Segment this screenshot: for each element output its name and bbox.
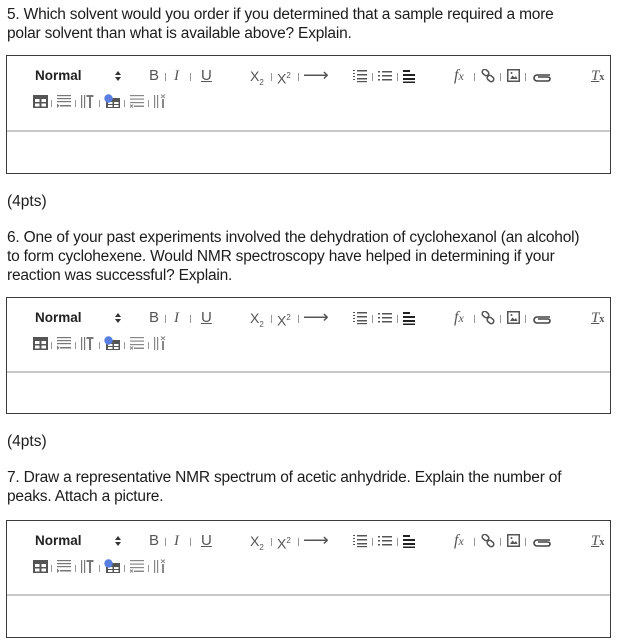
- bullet-list-icon[interactable]: [378, 311, 392, 325]
- arrow-button[interactable]: ⟶: [303, 65, 329, 85]
- image-icon[interactable]: [507, 534, 520, 547]
- subscript-index: 2: [259, 542, 264, 552]
- subscript-label: X: [250, 533, 260, 549]
- arrow-button[interactable]: ⟶: [303, 307, 329, 327]
- separator: [271, 315, 272, 323]
- question-6-text: [7, 228, 607, 285]
- select-arrows-icon: [115, 312, 121, 324]
- separator: [525, 73, 526, 81]
- question-6-line1: 6. One of your past experiments involved the dehydration of cyclohexanol (an alcohol): [7, 229, 580, 246]
- answer-input-q6[interactable]: [7, 373, 610, 413]
- table-icon[interactable]: [33, 337, 48, 350]
- paperclip-icon[interactable]: [531, 536, 553, 548]
- separator: [75, 100, 76, 107]
- delete-row-icon[interactable]: [130, 95, 144, 108]
- toolbar-row-formatting: [7, 306, 610, 330]
- superscript-button[interactable]: [277, 64, 291, 91]
- delete-row-icon[interactable]: [130, 560, 144, 573]
- separator: [525, 538, 526, 546]
- paragraph-format-select[interactable]: [35, 64, 125, 88]
- subscript-label: X: [250, 68, 260, 84]
- question-5-text: [7, 5, 607, 43]
- ordered-list-icon[interactable]: [353, 69, 367, 83]
- question-6-line2: to form cyclohexene. Would NMR spectroscopy have helped in determining if your: [7, 248, 555, 265]
- separator: [271, 538, 272, 546]
- separator: [148, 100, 149, 107]
- delete-column-icon[interactable]: [154, 94, 166, 108]
- separator: [51, 100, 52, 107]
- separator: [75, 342, 76, 349]
- subscript-button[interactable]: [250, 64, 264, 95]
- table-icon[interactable]: [33, 560, 48, 573]
- clear-format-button[interactable]: [591, 529, 604, 555]
- insert-column-icon[interactable]: [81, 337, 95, 350]
- separator: [190, 73, 191, 81]
- clear-format-t: T: [591, 310, 600, 326]
- select-arrows-icon: [115, 535, 121, 547]
- question-7-editor[interactable]: [6, 520, 611, 638]
- separator: [271, 73, 272, 81]
- separator: [190, 538, 191, 546]
- separator: [75, 565, 76, 572]
- superscript-label: X: [277, 535, 287, 552]
- superscript-index: 2: [286, 71, 291, 80]
- clear-format-x: x: [599, 537, 605, 548]
- formula-x: x: [458, 69, 464, 83]
- superscript-index: 2: [286, 536, 291, 545]
- align-left-icon[interactable]: [403, 534, 415, 548]
- answer-input-q5[interactable]: [7, 132, 610, 172]
- toolbar-row-table: [7, 557, 610, 577]
- separator: [148, 565, 149, 572]
- formula-f: f: [454, 67, 459, 84]
- insert-column-icon[interactable]: [81, 560, 95, 573]
- formula-button[interactable]: [454, 64, 464, 88]
- separator: [124, 100, 125, 107]
- question-5-line2: polar solvent than what is available above? Explain.: [7, 25, 352, 42]
- clear-format-x: x: [599, 314, 605, 325]
- separator: [372, 315, 373, 323]
- separator: [372, 538, 373, 546]
- superscript-button[interactable]: [277, 306, 291, 333]
- clear-format-t: T: [591, 533, 600, 549]
- editor-toolbar: [7, 521, 610, 596]
- link-icon[interactable]: [481, 534, 495, 548]
- separator: [525, 315, 526, 323]
- image-icon[interactable]: [507, 69, 520, 82]
- question-7-line2: peaks. Attach a picture.: [7, 488, 164, 505]
- table-settings-icon[interactable]: [104, 336, 120, 350]
- bold-button[interactable]: B: [149, 309, 160, 326]
- subscript-label: X: [250, 310, 260, 326]
- underline-button[interactable]: U: [201, 309, 212, 326]
- subscript-button[interactable]: [250, 529, 264, 560]
- insert-column-icon[interactable]: [81, 95, 95, 108]
- formula-f: f: [454, 532, 459, 549]
- formula-x: x: [458, 534, 464, 548]
- toolbar-row-table: [7, 92, 610, 112]
- separator: [124, 565, 125, 572]
- align-left-icon[interactable]: [403, 311, 415, 325]
- clear-format-x: x: [599, 72, 605, 83]
- separator: [298, 73, 299, 81]
- separator: [397, 538, 398, 546]
- separator: [99, 342, 100, 349]
- answer-input-q7[interactable]: [7, 596, 610, 636]
- bold-button[interactable]: B: [149, 532, 160, 549]
- clear-format-t: T: [591, 68, 600, 84]
- paperclip-icon[interactable]: [531, 71, 553, 83]
- italic-button[interactable]: I: [174, 533, 179, 549]
- subscript-index: 2: [259, 77, 264, 87]
- superscript-index: 2: [286, 313, 291, 322]
- separator: [500, 315, 501, 323]
- editor-toolbar: [7, 56, 610, 132]
- subscript-index: 2: [259, 319, 264, 329]
- question-5-line1: 5. Which solvent would you order if you determined that a sample required a more: [7, 6, 554, 23]
- formula-f: f: [454, 309, 459, 326]
- clear-format-button[interactable]: [591, 306, 604, 332]
- separator: [298, 315, 299, 323]
- toolbar-row-table: [7, 334, 610, 354]
- separator: [51, 565, 52, 572]
- separator: [500, 538, 501, 546]
- link-icon[interactable]: [481, 69, 495, 83]
- separator: [190, 315, 191, 323]
- arrow-button[interactable]: ⟶: [303, 530, 329, 550]
- separator: [500, 73, 501, 81]
- select-arrows-icon: [115, 70, 121, 82]
- link-icon[interactable]: [481, 311, 495, 325]
- paragraph-format-select[interactable]: [35, 306, 125, 330]
- superscript-button[interactable]: [277, 529, 291, 556]
- italic-button[interactable]: I: [174, 68, 179, 84]
- paperclip-icon[interactable]: [531, 313, 553, 325]
- ordered-list-icon[interactable]: [353, 311, 367, 325]
- formula-button[interactable]: [454, 306, 464, 330]
- separator: [99, 100, 100, 107]
- underline-button[interactable]: U: [201, 67, 212, 84]
- separator: [474, 73, 475, 81]
- toolbar-row-formatting: [7, 64, 610, 88]
- image-icon[interactable]: [507, 311, 520, 324]
- bullet-list-icon[interactable]: [378, 534, 392, 548]
- separator: [372, 73, 373, 81]
- formula-button[interactable]: [454, 529, 464, 553]
- question-6-editor[interactable]: [6, 297, 611, 414]
- delete-row-icon[interactable]: [130, 337, 144, 350]
- separator: [51, 342, 52, 349]
- align-left-icon[interactable]: [403, 69, 415, 83]
- italic-button[interactable]: I: [174, 310, 179, 326]
- table-settings-icon[interactable]: [104, 559, 120, 573]
- formula-x: x: [458, 311, 464, 325]
- toolbar-row-formatting: [7, 529, 610, 553]
- ordered-list-icon[interactable]: [353, 534, 367, 548]
- question-7-line1: 7. Draw a representative NMR spectrum of acetic anhydride. Explain the number of: [7, 469, 562, 486]
- separator: [298, 538, 299, 546]
- separator: [397, 73, 398, 81]
- insert-row-icon[interactable]: [57, 95, 71, 108]
- separator: [474, 538, 475, 546]
- question-6-points: (4pts): [7, 433, 47, 450]
- question-5-editor[interactable]: [6, 55, 611, 174]
- question-6-line3: reaction was successful? Explain.: [7, 267, 233, 284]
- subscript-button[interactable]: [250, 306, 264, 337]
- format-select-value: Normal: [35, 310, 82, 325]
- clear-format-button[interactable]: [591, 64, 604, 90]
- insert-row-icon[interactable]: [57, 337, 71, 350]
- separator: [165, 538, 166, 546]
- separator: [397, 315, 398, 323]
- separator: [165, 315, 166, 323]
- table-icon[interactable]: [33, 95, 48, 108]
- separator: [148, 342, 149, 349]
- separator: [99, 565, 100, 572]
- table-settings-icon[interactable]: [104, 94, 120, 108]
- format-select-value: Normal: [35, 533, 82, 548]
- separator: [124, 342, 125, 349]
- insert-row-icon[interactable]: [57, 560, 71, 573]
- separator: [165, 73, 166, 81]
- bullet-list-icon[interactable]: [378, 69, 392, 83]
- question-7-text: [7, 468, 607, 506]
- underline-button[interactable]: U: [201, 532, 212, 549]
- delete-column-icon[interactable]: [154, 336, 166, 350]
- editor-toolbar: [7, 298, 610, 373]
- separator: [474, 315, 475, 323]
- superscript-label: X: [277, 70, 287, 87]
- format-select-value: Normal: [35, 68, 82, 83]
- superscript-label: X: [277, 312, 287, 329]
- question-5-points: (4pts): [7, 193, 47, 210]
- delete-column-icon[interactable]: [154, 559, 166, 573]
- bold-button[interactable]: B: [149, 67, 160, 84]
- paragraph-format-select[interactable]: [35, 529, 125, 553]
